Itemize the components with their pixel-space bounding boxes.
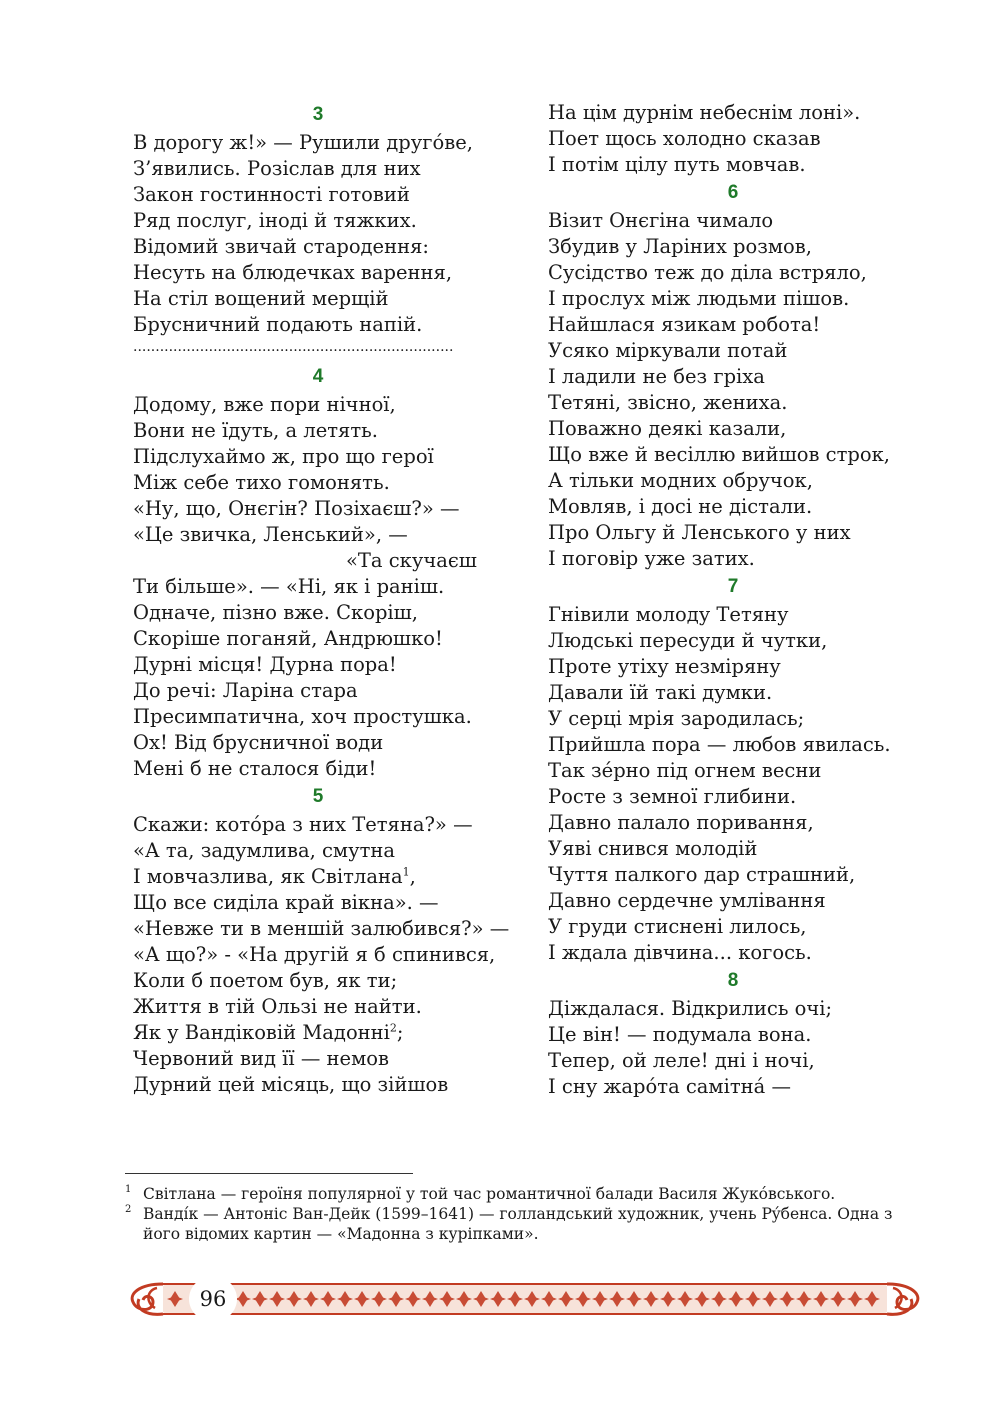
right-column: [548, 100, 918, 1100]
footnote-mark: 2: [125, 1204, 132, 1215]
verse-line: Давали їй такі думки.: [548, 681, 773, 704]
verse-text: І мовчазлива, як Світлана: [133, 865, 403, 888]
verse-line: Дурні місця! Дурна пора!: [133, 653, 397, 676]
verse-line-indented: «Та скучаєш: [346, 549, 477, 572]
verse-line: Діждалася. Відкрились очі;: [548, 997, 833, 1020]
ornament-band: [125, 1272, 925, 1326]
verse-text: Як у Вандіковій Мадонні: [133, 1021, 390, 1044]
verse-line: Мовляв, і досі не дістали.: [548, 495, 813, 518]
verse-line: Уяві снився молодій: [548, 837, 758, 860]
verse-line: Сусідство теж до діла встряло,: [548, 261, 867, 284]
verse-line: Збудив у Ларіних розмов,: [548, 235, 812, 258]
verse-line: А тільки модних обручок,: [548, 469, 813, 492]
verse-line: Ох! Від брусничної води: [133, 731, 384, 754]
verse-line: В дорогу ж!» — Рушили другóве,: [133, 131, 473, 154]
stanza-5-continued: [548, 100, 918, 178]
verse-line: Скоріше поганяй, Андрюшко!: [133, 627, 443, 650]
verse-line: На цім дурнім небеснім лоні».: [548, 101, 861, 124]
stanza-4: [133, 392, 503, 782]
verse-line: «А та, задумлива, смутна: [133, 839, 395, 862]
verse-line: Так зéрно під огнем весни: [548, 759, 822, 782]
verse-line: І поговір уже затих.: [548, 547, 755, 570]
verse-line: «Невже ти в меншій залюбився?» —: [133, 917, 510, 940]
verse-line: Скажи: котóра з них Тетяна?» —: [133, 813, 473, 836]
verse-line: І сну жарóта самітнá —: [548, 1075, 791, 1098]
verse-line: Про Ольгу й Ленського у них: [548, 521, 851, 544]
verse-line: Гнівили молоду Тетяну: [548, 603, 789, 626]
verse-line: Давно сердечне умлівання: [548, 889, 826, 912]
verse-line: Тетяні, звісно, жениха.: [548, 391, 788, 414]
verse-line-with-footnote: [133, 864, 503, 890]
page-number: 96: [189, 1276, 237, 1322]
verse-line: «А що?» - «На другій я б спинився,: [133, 943, 496, 966]
omission-dots: ........................................................................: [133, 339, 454, 355]
verse-line: «Це звичка, Ленський», —: [133, 523, 408, 546]
footnote-2: [125, 1204, 925, 1244]
verse-line: Чуття палкого дар страшний,: [548, 863, 856, 886]
footnote-ref-1: 1: [402, 865, 410, 879]
verse-line: Мені б не сталося біди!: [133, 757, 377, 780]
verse-line: Візит Онєгіна чимало: [548, 209, 774, 232]
footnote-text: Вандíк — Антоніс Ван-Дейк (1599–1641) — голландський художник, учень Рýбенса. Одна з його відомих картин — «Мадонна з куріпками».: [143, 1205, 893, 1243]
verse-line: Коли б поетом був, як ти;: [133, 969, 398, 992]
verse-line: У серці мрія зародилась;: [548, 707, 805, 730]
left-column: [133, 100, 510, 1098]
verse-line: І прослух між людьми пішов.: [548, 287, 850, 310]
verse-line: Це він! — подумала вона.: [548, 1023, 812, 1046]
verse-line: І ладили не без гріха: [548, 365, 765, 388]
verse-line: Одначе, пізно вже. Скоріш,: [133, 601, 418, 624]
verse-line: Усяко міркували потай: [548, 339, 788, 362]
verse-line: Давно палало поривання,: [548, 811, 814, 834]
verse-line: Додому, вже пори нічної,: [133, 393, 396, 416]
verse-line: Закон гостинності готовий: [133, 183, 410, 206]
stanza-number-4: 4: [312, 366, 324, 387]
verse-line: У груди стиснені лилось,: [548, 915, 807, 938]
footnote-ref-2: 2: [389, 1021, 397, 1035]
verse-line: Підслухаймо ж, про що герої: [133, 445, 434, 468]
stanza-number-7: 7: [727, 576, 739, 597]
footnote-mark: 1: [125, 1184, 132, 1195]
verse-line: Ряд послуг, іноді й тяжких.: [133, 209, 417, 232]
verse-line: Червоний вид її — немов: [133, 1047, 389, 1070]
stanza-number-5: 5: [312, 786, 324, 807]
verse-line: Що все сиділа край вікна». —: [133, 891, 439, 914]
verse-line: Між себе тихо гомонять.: [133, 471, 390, 494]
verse-line: Пресимпатична, хоч простушка.: [133, 705, 472, 728]
verse-line: Несуть на блюдечках варення,: [133, 261, 453, 284]
footnote-text: Світлана — героїня популярної у той час романтичної балади Василя Жукóвського.: [143, 1185, 836, 1203]
verse-line: Прийшла пора — любов явилась.: [548, 733, 891, 756]
verse-line: І ждала дівчина... когось.: [548, 941, 812, 964]
verse-line: З’явились. Розіслав для них: [133, 157, 421, 180]
verse-line: Ти більше». — «Ні, як і раніш.: [133, 575, 445, 598]
verse-line: До речі: Ларіна стара: [133, 679, 358, 702]
verse-line: Людські пересуди й чутки,: [548, 629, 828, 652]
verse-line: Життя в тій Ользі не найти.: [133, 995, 422, 1018]
verse-line: Вони не їдуть, а летять.: [133, 419, 378, 442]
verse-line: Тепер, ой леле! дні і ночі,: [548, 1049, 815, 1072]
verse-line: І потім цілу путь мовчав.: [548, 153, 806, 176]
verse-line-with-footnote: [133, 1020, 503, 1046]
footnote-divider: [125, 1173, 413, 1174]
verse-line: Дурний цей місяць, що зійшов: [133, 1073, 449, 1096]
stanza-3: [133, 130, 503, 362]
verse-line: Брусничний подають напій.: [133, 313, 423, 336]
verse-line: Відомий звичай стародення:: [133, 235, 429, 258]
stanza-8: [548, 996, 918, 1100]
stanza-number-3: 3: [312, 104, 324, 125]
verse-line: Поет щось холодно сказав: [548, 127, 821, 150]
stanza-number-8: 8: [727, 970, 739, 991]
stanza-6: [548, 208, 918, 572]
stanza-number-6: 6: [727, 182, 739, 203]
footnote-1: [125, 1184, 925, 1204]
verse-line: Найшлася язикам робота!: [548, 313, 821, 336]
stanza-7: [548, 602, 918, 966]
verse-line: «Ну, що, Онєгін? Позіхаєш?» —: [133, 497, 460, 520]
verse-line: Проте утіху незміряну: [548, 655, 781, 678]
verse-line: Поважно деякі казали,: [548, 417, 787, 440]
verse-line: Що вже й весіллю вийшов строк,: [548, 443, 891, 466]
stanza-5: [133, 812, 510, 1098]
footnotes: [125, 1184, 925, 1244]
verse-line: Росте з земної глибини.: [548, 785, 797, 808]
verse-text-tail: ,: [409, 865, 416, 888]
verse-text-tail: ;: [396, 1021, 404, 1044]
verse-line: На стіл вощений мерщій: [133, 287, 389, 310]
